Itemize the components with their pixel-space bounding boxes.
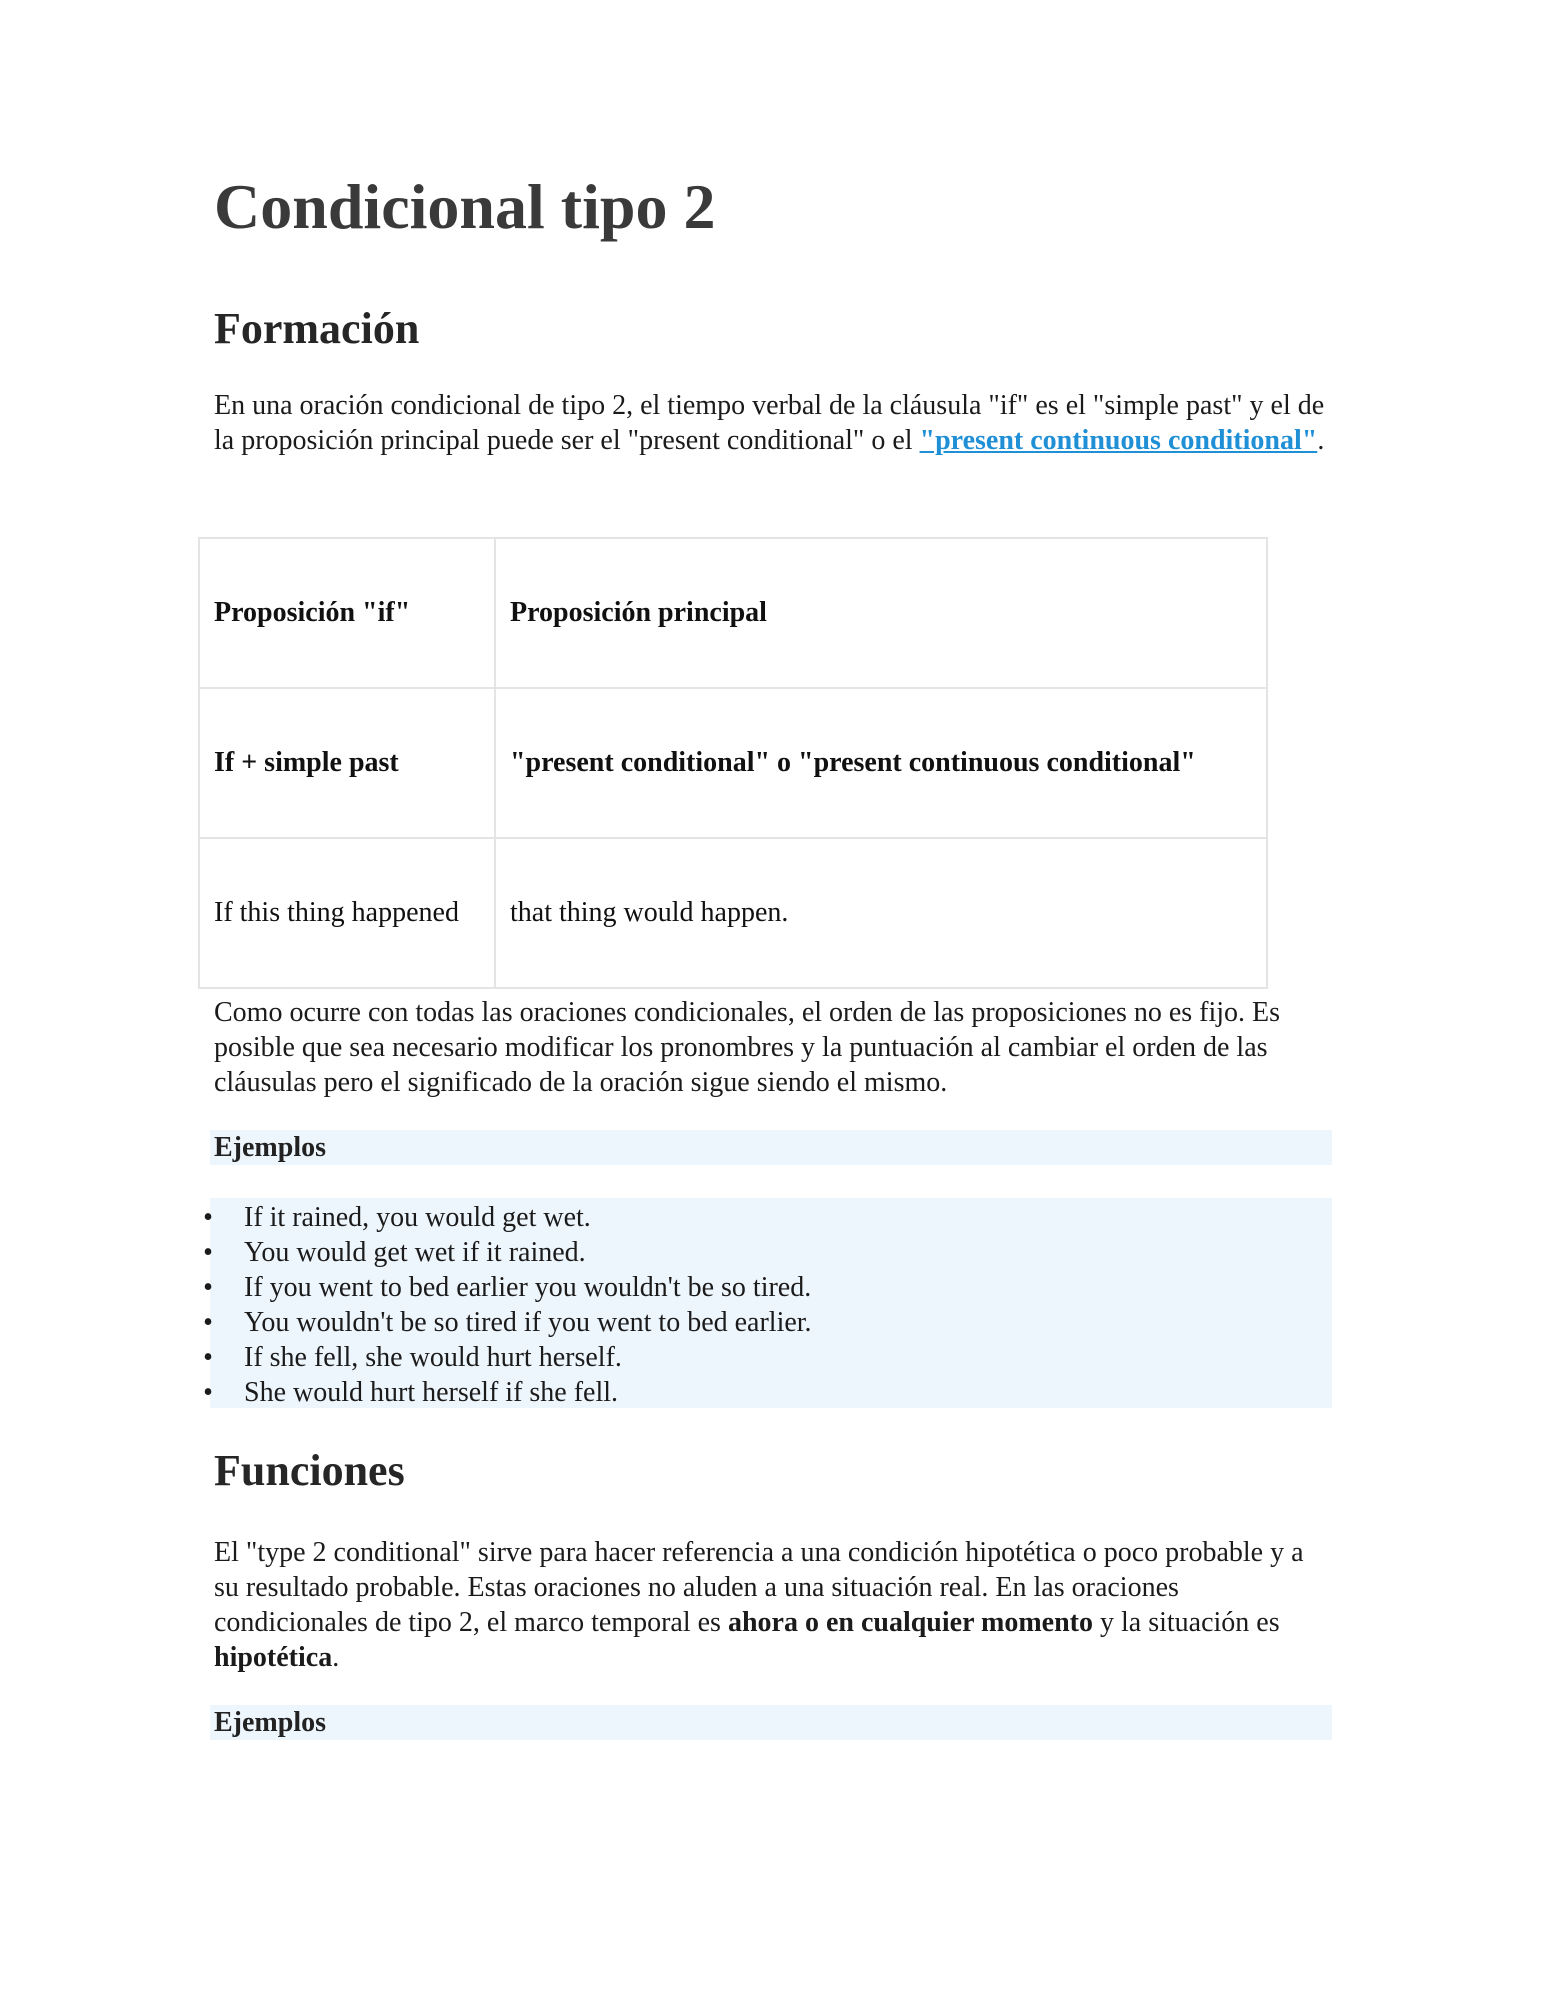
ejemplos-label-background bbox=[210, 1130, 1332, 1165]
bullet-icon: • bbox=[203, 1342, 213, 1373]
ejemplos-label-background bbox=[210, 1705, 1332, 1740]
bullet-icon: • bbox=[203, 1272, 213, 1303]
funciones-bold-time: ahora o en cualquier momento bbox=[727, 1607, 1093, 1638]
funciones-bold-situation: hipotética bbox=[214, 1642, 333, 1673]
table-header-cell: Proposición principal bbox=[495, 538, 1267, 688]
bullet-icon: • bbox=[203, 1237, 213, 1268]
example-text: If she fell, she would hurt herself. bbox=[244, 1342, 622, 1373]
page-title: Condicional tipo 2 bbox=[214, 171, 716, 242]
orden-paragraph: Como ocurre con todas las oraciones condicionales, el orden de las proposiciones no es fijo. Es posible que sea necesario modificar los pronombres y la puntuación al cambiar el orden de las cláusulas pero el significado de la oración sigue siendo el mismo. bbox=[214, 997, 1281, 1098]
example-text: She would hurt herself if she fell. bbox=[244, 1377, 619, 1408]
section-heading-funciones: Funciones bbox=[214, 1446, 405, 1495]
example-text: You would get wet if it rained. bbox=[244, 1237, 586, 1268]
bullet-icon: • bbox=[203, 1202, 213, 1233]
table-cell: If this thing happened bbox=[199, 838, 495, 988]
bullet-icon: • bbox=[203, 1307, 213, 1338]
example-text: You wouldn't be so tired if you went to bed earlier. bbox=[244, 1307, 812, 1338]
ejemplos-label: Ejemplos bbox=[214, 1132, 326, 1163]
funciones-text: El "type 2 conditional" sirve para hacer referencia a una condición hipotética o poco probable y a su resultado probable. Estas oraciones no aluden a una situación real. En las oraciones condicionales de tipo 2, el marco temporal es bbox=[214, 1537, 1304, 1638]
formation-table bbox=[198, 537, 1268, 989]
table-cell: that thing would happen. bbox=[495, 838, 1267, 988]
present-continuous-conditional-link[interactable]: "present continuous conditional" bbox=[919, 425, 1318, 456]
formacion-text-end: . bbox=[1317, 425, 1325, 456]
bullet-icon: • bbox=[203, 1377, 213, 1408]
table-row bbox=[199, 838, 1267, 988]
list-item bbox=[198, 1235, 812, 1270]
table-cell: "present conditional" o "present continuous conditional" bbox=[495, 688, 1267, 838]
example-text: If you went to bed earlier you wouldn't be so tired. bbox=[244, 1272, 812, 1303]
ejemplos-label: Ejemplos bbox=[214, 1707, 326, 1738]
section-heading-formacion: Formación bbox=[214, 304, 420, 353]
list-item bbox=[198, 1305, 812, 1340]
table-row bbox=[199, 538, 1267, 688]
funciones-paragraph bbox=[214, 1535, 1334, 1675]
table-header-cell: Proposición "if" bbox=[199, 538, 495, 688]
list-item bbox=[198, 1270, 812, 1305]
formacion-paragraph bbox=[214, 388, 1334, 458]
example-text: If it rained, you would get wet. bbox=[244, 1202, 591, 1233]
examples-list bbox=[198, 1200, 812, 1410]
list-item bbox=[198, 1375, 812, 1410]
funciones-text: y la situación es bbox=[1092, 1607, 1280, 1638]
table-cell: If + simple past bbox=[199, 688, 495, 838]
formacion-text: En una oración condicional de tipo 2, el tiempo verbal de la cláusula "if" es el "simple past" y el de la proposición principal puede ser el "present conditional" o el bbox=[214, 390, 1325, 456]
list-item bbox=[198, 1340, 812, 1375]
table-row bbox=[199, 688, 1267, 838]
funciones-text-end: . bbox=[332, 1642, 340, 1673]
list-item bbox=[198, 1200, 812, 1235]
